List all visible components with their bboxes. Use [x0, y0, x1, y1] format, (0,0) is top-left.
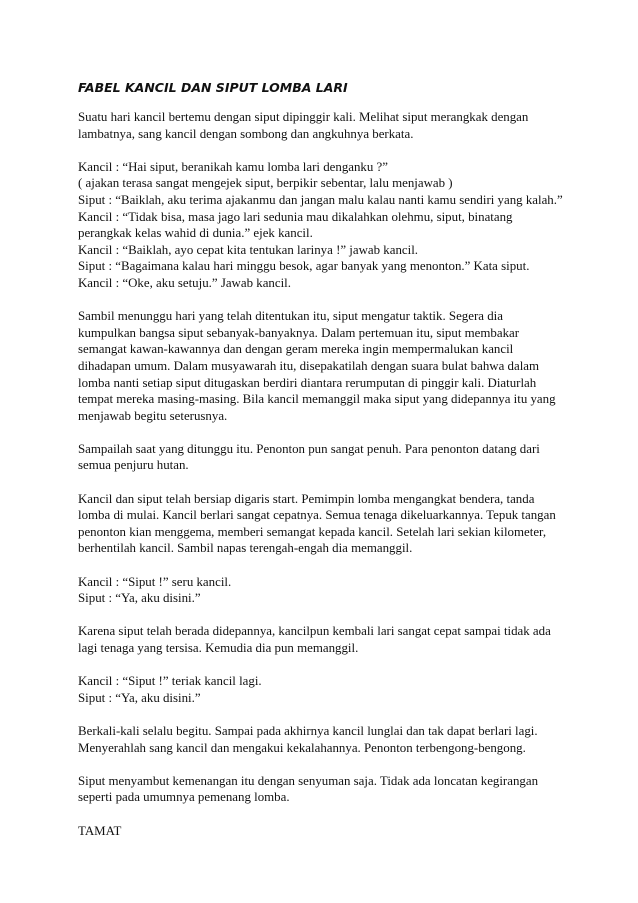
text-line: menjawab begitu seterusnya.: [78, 408, 228, 423]
paragraph: [78, 109, 578, 142]
text-line: seperti pada umumnya pemenang lomba.: [78, 790, 290, 805]
text-line: lambatnya, sang kancil dengan sombong dan angkuhnya berkata.: [78, 126, 414, 141]
paragraph: [78, 673, 578, 706]
paragraph: [78, 308, 578, 424]
text-line: Siput : “Bagaimana kalau hari minggu besok, agar banyak yang menonton.” Kata siput.: [78, 259, 530, 274]
text-line: Kancil : “Hai siput, beranikah kamu lomba lari denganku ?”: [78, 159, 388, 174]
text-line: Menyerahlah sang kancil dan mengakui kekalahannya. Penonton terbengong-bengong.: [78, 740, 526, 755]
text-line: ( ajakan terasa sangat mengejek siput, berpikir sebentar, lalu menjawab ): [78, 176, 453, 191]
paragraph: [78, 723, 578, 756]
text-line: lomba di mulai. Kancil berlari sangat cepatnya. Semua tenaga dikeluarkannya. Tepuk tangan: [78, 508, 556, 523]
text-line: Kancil : “Siput !” seru kancil.: [78, 574, 232, 589]
text-line: Kancil : “Siput !” teriak kancil lagi.: [78, 674, 262, 689]
text-line: Sampailah saat yang ditunggu itu. Penonton pun sangat penuh. Para penonton datang dari: [78, 441, 540, 456]
paragraph: [78, 159, 578, 292]
text-line: Siput menyambut kemenangan itu dengan senyuman saja. Tidak ada loncatan kegirangan: [78, 773, 539, 788]
text-line: semangat kawan-kawannya dan dengan geram mereka ingin mempermalukan kancil: [78, 342, 514, 357]
text-line: Kancil dan siput telah bersiap digaris start. Pemimpin lomba mengangkat bendera, tanda: [78, 491, 535, 506]
text-line: Siput : “Baiklah, aku terima ajakanmu dan jangan malu kalau nanti kamu sendiri yang kalah.”: [78, 192, 563, 207]
text-line: Kancil : “Oke, aku setuju.” Jawab kancil.: [78, 275, 291, 290]
text-line: Kancil : “Baiklah, ayo cepat kita tentukan larinya !” jawab kancil.: [78, 242, 419, 257]
text-line: dihadapan umum. Dalam musyawarah itu, disepakatilah dengan suara bulat bahwa dalam: [78, 358, 540, 373]
text-line: penonton kian menggema, memberi semangat kepada kancil. Setelah lari sekian kilometer,: [78, 524, 547, 539]
text-line: TAMAT: [78, 823, 122, 838]
paragraph: [78, 623, 578, 656]
text-line: kumpulkan bangsa siput sebanyak-banyaknya. Dalam pertemuan itu, siput membakar: [78, 325, 520, 340]
document-body: [78, 109, 578, 856]
paragraph: [78, 773, 578, 806]
paragraph: [78, 823, 578, 840]
text-line: perangkak kelas wahid di dunia.” ejek kancil.: [78, 226, 313, 241]
text-line: semua penjuru hutan.: [78, 458, 189, 473]
text-line: Kancil : “Tidak bisa, masa jago lari sedunia mau dikalahkan olehmu, siput, binatang: [78, 209, 513, 224]
paragraph: [78, 574, 578, 607]
text-line: berhentilah kancil. Sambil napas terengah-engah dia memanggil.: [78, 541, 413, 556]
document-title: FABEL KANCIL DAN SIPUT LOMBA LARI: [78, 80, 348, 95]
text-line: tempat mereka masing-masing. Bila kancil memanggil maka siput yang didepannya itu yang: [78, 392, 556, 407]
text-line: Siput : “Ya, aku disini.”: [78, 690, 201, 705]
text-line: lagi tenaga yang tersisa. Kemudia dia pun memanggil.: [78, 641, 359, 655]
text-line: Karena siput telah berada didepannya, kancilpun kembali lari sangat cepat sampai tidak ada: [78, 624, 551, 639]
text-line: Siput : “Ya, aku disini.”: [78, 591, 201, 606]
text-line: Sambil menunggu hari yang telah ditentukan itu, siput mengatur taktik. Segera dia: [78, 309, 503, 324]
text-line: Suatu hari kancil bertemu dengan siput dipinggir kali. Melihat siput merangkak dengan: [78, 110, 529, 124]
paragraph: [78, 441, 578, 474]
paragraph: [78, 491, 578, 557]
text-line: lomba nanti setiap siput ditugaskan berdiri diantara rerumputan di pinggir kali. Diaturlah: [78, 375, 537, 390]
text-line: Berkali-kali selalu begitu. Sampai pada akhirnya kancil lunglai dan tak dapat berlari lagi.: [78, 723, 538, 738]
